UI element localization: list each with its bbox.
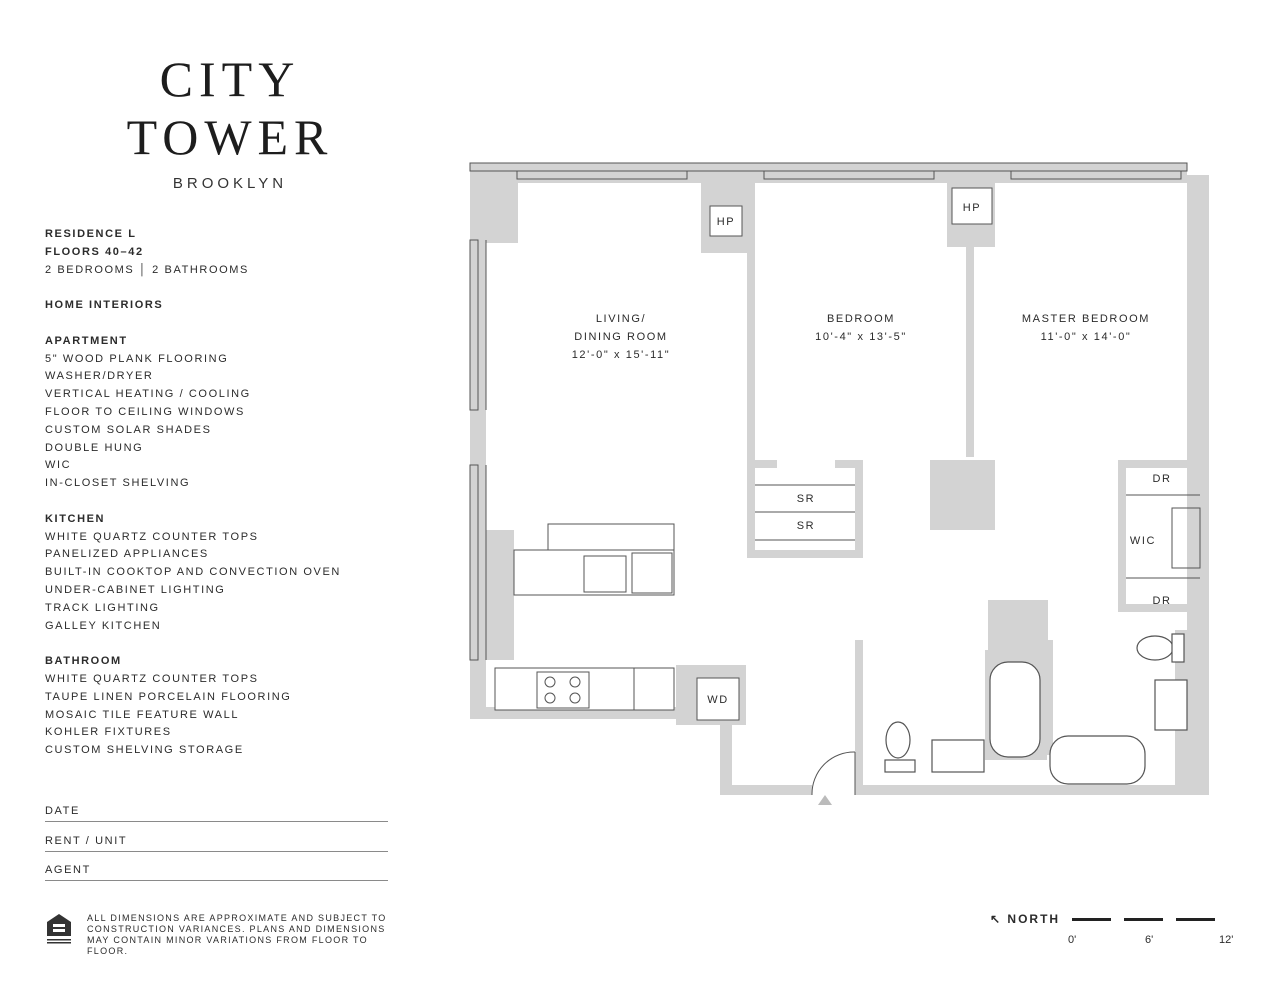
apartment-item: IN-CLOSET SHELVING [45,477,191,490]
apartment-item: WIC [45,459,72,472]
entry-marker-icon [818,795,832,805]
logo-location: BROOKLYN [172,175,288,192]
entry-door [812,752,855,795]
bathroom-item: WHITE QUARTZ COUNTER TOPS [45,672,259,685]
apartment-item: WASHER/DRYER [45,370,154,383]
bathroom-item: MOSAIC TILE FEATURE WALL [45,708,240,721]
living-label-2: DINING ROOM [574,331,668,343]
sr-label: SR [796,493,816,505]
north-label: NORTH [1007,912,1061,926]
apartment-title: APARTMENT [45,334,128,347]
hp-label: HP [962,202,982,214]
disclaimer-text: ALL DIMENSIONS ARE APPROXIMATE AND SUBJECT TO CONSTRUCTION VARIANCES. PLANS AND DIMENSIONS MAY CONTAIN MINOR VARIATIONS FROM FLOOR TO FLOOR. [87,913,387,956]
dr-label: DR [1152,595,1172,607]
living-label-1: LIVING/ [595,313,647,325]
sr-label: SR [796,520,816,532]
scale-label-12: 12' [1219,934,1234,946]
north-arrow-icon: ↖ [990,912,1003,926]
kitchen-title: KITCHEN [45,512,106,525]
master-bedroom-label: MASTER BEDROOM [1021,313,1151,325]
apartment-item: CUSTOM SOLAR SHADES [45,423,212,436]
logo-city: CITY [159,51,301,107]
bedroom-label: BEDROOM [826,313,896,325]
residence-beds-baths: 2 BEDROOMS │ 2 BATHROOMS [45,263,249,276]
wic-label: WIC [1129,535,1157,547]
kitchen-item: UNDER-CABINET LIGHTING [45,583,226,596]
scale-label-6: 6' [1145,934,1154,946]
agent-field[interactable]: AGENT [45,864,388,881]
rent-unit-field[interactable]: RENT / UNIT [45,835,388,852]
living-dimensions: 12'-0" x 15'-11" [571,349,671,361]
kitchen-item: PANELIZED APPLIANCES [45,548,209,561]
date-field[interactable]: DATE [45,805,388,822]
bathroom-item: CUSTOM SHELVING STORAGE [45,744,244,757]
kitchen-item: WHITE QUARTZ COUNTER TOPS [45,530,259,543]
hp-label: HP [716,216,736,228]
bathroom-item: TAUPE LINEN PORCELAIN FLOORING [45,690,292,703]
dr-label: DR [1152,473,1172,485]
kitchen-item: BUILT-IN COOKTOP AND CONVECTION OVEN [45,566,341,579]
bedroom-dimensions: 10'-4" x 13'-5" [815,331,907,343]
wd-label: WD [707,694,729,706]
bathroom-item: KOHLER FIXTURES [45,726,172,739]
kitchen-fixtures [495,524,739,720]
home-interiors-title: HOME INTERIORS [45,299,164,312]
kitchen-item: TRACK LIGHTING [45,601,160,614]
scale-label-0: 0' [1068,934,1077,946]
logo-tower: TOWER [126,109,334,165]
apartment-item: 5" WOOD PLANK FLOORING [45,352,229,365]
apartment-item: VERTICAL HEATING / COOLING [45,388,251,401]
bathroom-title: BATHROOM [45,655,122,668]
apartment-item: DOUBLE HUNG [45,441,144,454]
residence-name: RESIDENCE L [45,228,137,240]
master-bedroom-dimensions: 11'-0" x 14'-0" [1040,331,1132,343]
apartment-item: FLOOR TO CEILING WINDOWS [45,405,245,418]
residence-floors: FLOORS 40–42 [45,245,144,258]
kitchen-item: GALLEY KITCHEN [45,619,162,632]
